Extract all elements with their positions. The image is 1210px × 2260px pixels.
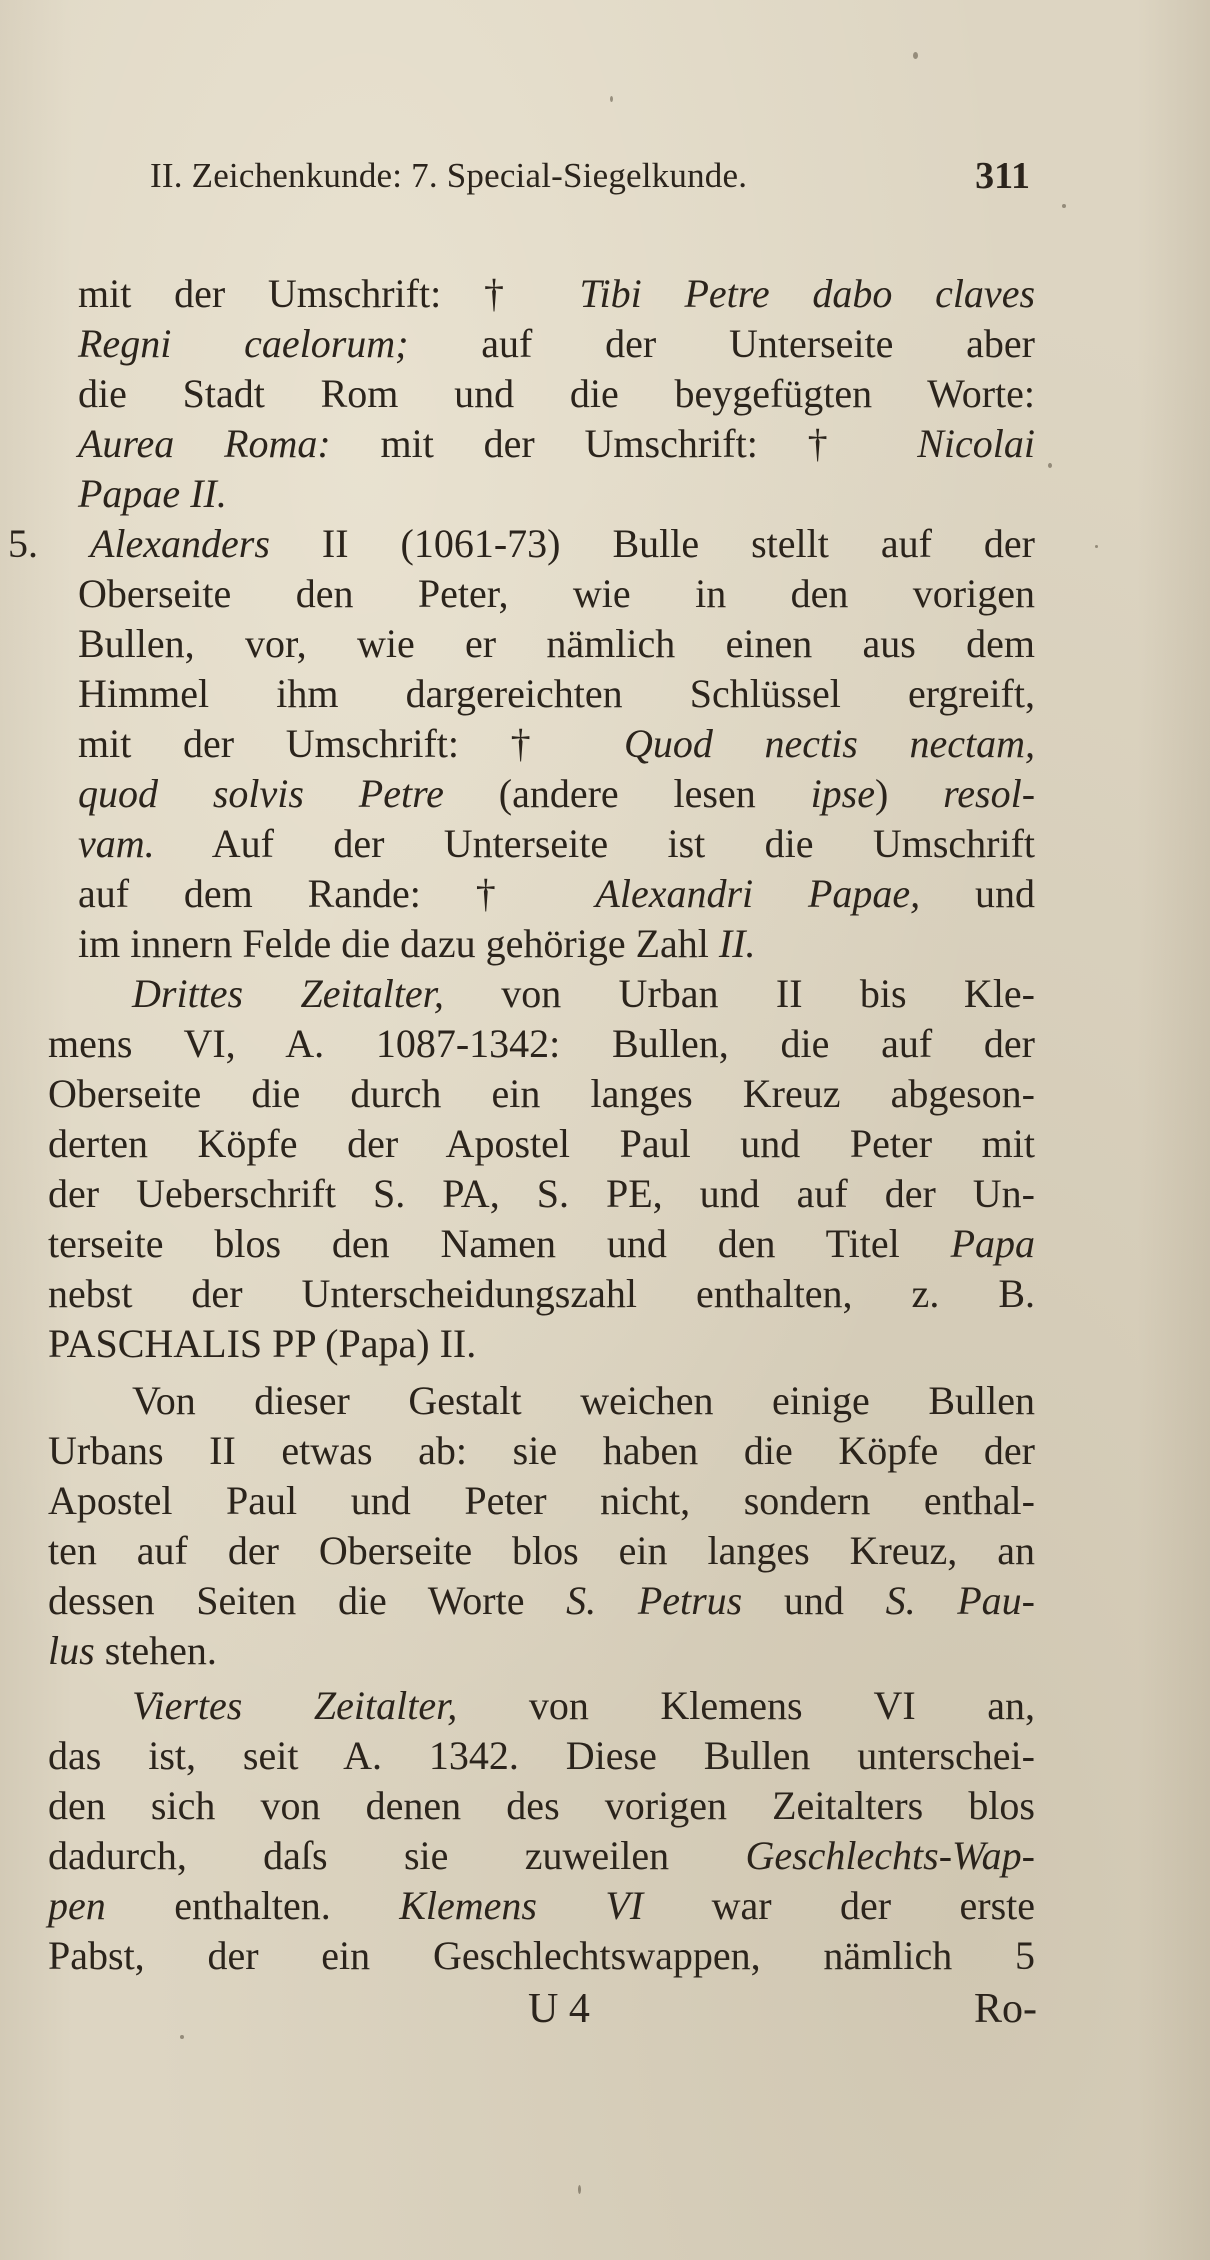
italic-segment: Viertes Zeitalter,	[132, 1683, 458, 1728]
text-line	[78, 268, 1035, 320]
text-segment: von Urban II bis Kle-	[443, 971, 1036, 1016]
text-segment: derten Köpfe der Apostel Paul und Peter mit	[48, 1121, 1035, 1166]
italic-segment: ipse	[810, 771, 875, 816]
text-segment: (andere lesen	[443, 771, 811, 816]
text-line	[48, 1625, 1035, 1677]
text-line	[78, 468, 1035, 520]
text-segment: Oberseite die durch ein langes Kreuz abgeson-	[48, 1071, 1035, 1116]
italic-segment: Papae II.	[78, 471, 227, 516]
text-segment: das ist, seit A. 1342. Diese Bullen unterschei-	[48, 1733, 1035, 1778]
italic-segment: Papa	[950, 1221, 1035, 1266]
text-segment: war der erste	[643, 1883, 1035, 1928]
italic-segment: S. Petrus	[566, 1578, 743, 1623]
text-segment: II (1061-73) Bulle stellt auf der	[269, 521, 1036, 566]
italic-segment: Alexandri Papae,	[595, 871, 921, 916]
italic-segment: pen	[48, 1883, 106, 1928]
text-segment: Bullen, vor, wie er nämlich einen aus dem	[78, 621, 1035, 666]
italic-segment: Quod nectis nectam,	[624, 721, 1036, 766]
text-line	[48, 1068, 1035, 1120]
text-segment: Himmel ihm dargereichten Schlüssel ergreift,	[78, 671, 1035, 716]
italic-segment: Drittes Zeitalter,	[132, 971, 444, 1016]
italic-segment: Tibi Petre dabo claves	[579, 271, 1036, 316]
text-segment: Oberseite den Peter, wie in den vorigen	[78, 571, 1035, 616]
text-segment: Urbans II etwas ab: sie haben die Köpfe der	[48, 1428, 1035, 1473]
text-segment: Auf der Unterseite ist die Umschrift	[154, 821, 1035, 866]
text-segment: 5.	[8, 521, 90, 566]
text-line	[48, 1168, 1035, 1220]
catchword: Ro-	[974, 1986, 1037, 2032]
text-segment: PASCHALIS PP (Papa) II.	[48, 1321, 477, 1366]
italic-segment: S. Pau-	[885, 1578, 1035, 1623]
paper-speck	[610, 96, 613, 102]
text-line	[48, 1318, 1035, 1370]
text-segment: nebst der Unterscheidungszahl enthalten, z. B.	[48, 1271, 1035, 1316]
italic-segment: vam.	[78, 821, 155, 866]
text-segment: mit der Umschrift: †	[330, 421, 918, 466]
text-segment: dessen Seiten die Worte	[48, 1578, 567, 1623]
paper-speck	[180, 2035, 184, 2039]
text-line	[78, 718, 1035, 770]
italic-segment: quod solvis Petre	[78, 771, 444, 816]
text-segment: von Klemens VI an,	[457, 1683, 1035, 1728]
page-header	[150, 150, 1030, 204]
paper-speck	[1095, 545, 1098, 548]
italic-segment: lus	[48, 1628, 95, 1673]
text-segment: im innern Felde die dazu gehörige Zahl	[78, 921, 719, 966]
text-segment: )	[875, 771, 944, 816]
text-segment: stehen.	[94, 1628, 217, 1673]
text-line	[132, 1680, 1035, 1732]
text-segment: und	[920, 871, 1036, 916]
text-segment: mit der Umschrift: †	[78, 271, 580, 316]
text-line	[48, 1830, 1035, 1882]
text-segment: Pabst, der ein Geschlechtswappen, nämlich 5	[48, 1933, 1035, 1978]
text-line	[78, 768, 1035, 820]
text-line	[48, 1118, 1035, 1170]
paper-speck	[913, 52, 918, 59]
text-segment: ten auf der Oberseite blos ein langes Kreuz, an	[48, 1528, 1035, 1573]
text-segment: enthalten.	[105, 1883, 400, 1928]
text-line	[8, 518, 1035, 570]
page-number: 311	[975, 155, 1030, 197]
text-line	[78, 918, 1035, 970]
text-segment: die Stadt Rom und die beygefügten Worte:	[78, 371, 1035, 416]
text-line	[48, 1575, 1035, 1627]
italic-segment: Geschlechts-Wap-	[745, 1833, 1035, 1878]
running-title: II. Zeichenkunde: 7. Special-Siegelkunde.	[150, 156, 748, 195]
italic-segment: Aurea Roma:	[78, 421, 331, 466]
text-segment: und	[742, 1578, 886, 1623]
italic-segment: resol-	[943, 771, 1036, 816]
italic-segment: II.	[718, 921, 756, 966]
text-line	[132, 968, 1035, 1020]
text-segment: den sich von denen des vorigen Zeitalters blos	[48, 1783, 1035, 1828]
text-segment: Apostel Paul und Peter nicht, sondern enthal-	[48, 1478, 1035, 1523]
text-line	[48, 1475, 1035, 1527]
italic-segment: Alexanders	[89, 521, 270, 566]
text-segment: mens VI, A. 1087-1342: Bullen, die auf der	[48, 1021, 1035, 1066]
text-segment: dadurch, daſs sie zuweilen	[48, 1833, 746, 1878]
text-line	[48, 1930, 1035, 1982]
text-line	[78, 368, 1035, 420]
text-line	[78, 418, 1035, 470]
text-line	[48, 1730, 1035, 1782]
text-segment: Von dieser Gestalt weichen einige Bullen	[132, 1378, 1035, 1423]
text-segment: auf der Unterseite aber	[408, 321, 1035, 366]
text-line	[78, 568, 1035, 620]
italic-segment: Regni caelorum;	[78, 321, 409, 366]
text-line	[48, 1880, 1035, 1932]
text-segment: auf dem Rande: †	[78, 871, 596, 916]
signature-mark: U 4	[528, 1986, 590, 2032]
italic-segment: Klemens VI	[399, 1883, 644, 1928]
text-line	[48, 1425, 1035, 1477]
paper-speck	[1048, 463, 1052, 468]
italic-segment: Nicolai	[917, 421, 1035, 466]
paper-speck	[1062, 204, 1066, 208]
text-line	[48, 1018, 1035, 1070]
text-segment: der Ueberschrift S. PA, S. PE, und auf der Un-	[48, 1171, 1035, 1216]
text-line	[132, 1375, 1035, 1427]
text-line	[78, 318, 1035, 370]
text-line	[78, 618, 1035, 670]
text-line	[78, 868, 1035, 920]
text-line	[78, 818, 1035, 870]
text-line	[48, 1268, 1035, 1320]
paper-speck	[578, 2185, 581, 2194]
text-segment: terseite blos den Namen und den Titel	[48, 1221, 951, 1266]
text-line	[48, 1780, 1035, 1832]
text-line	[48, 1218, 1035, 1270]
text-line	[78, 668, 1035, 720]
text-segment: mit der Umschrift: †	[78, 721, 624, 766]
text-line	[48, 1525, 1035, 1577]
